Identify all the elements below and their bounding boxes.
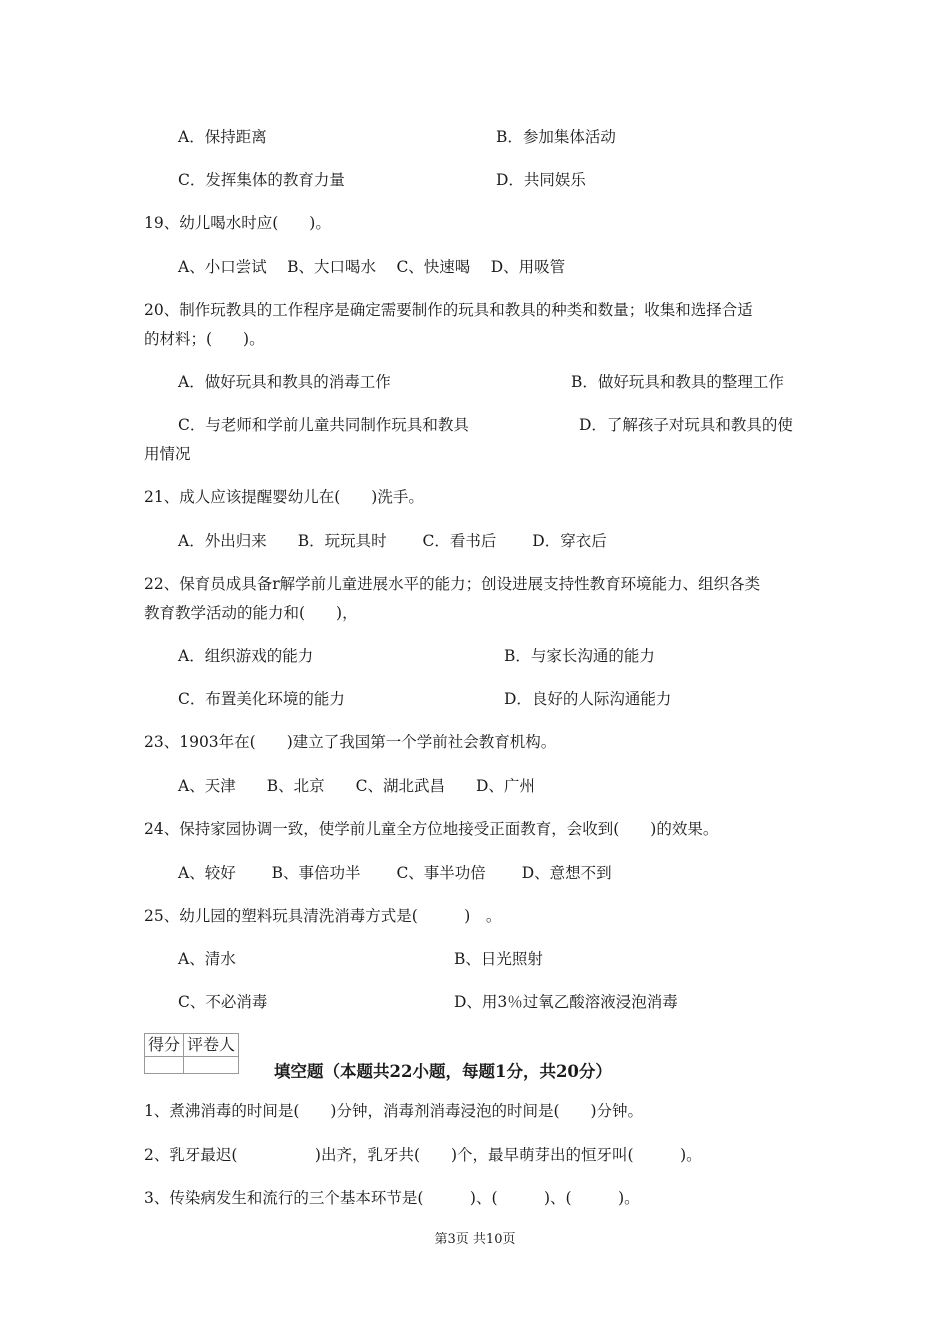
q18-option-c: C．发挥集体的教育力量: [178, 171, 345, 189]
q22-option-c: C．布置美化环境的能力: [178, 690, 345, 708]
fill-question-2: 2、乳牙最迟( )出齐，乳牙共( )个，最早萌芽出的恒牙叫( )。: [144, 1146, 702, 1164]
q18-option-b: B．参加集体活动: [496, 128, 616, 146]
q25-option-c: C、不必消毒: [178, 993, 268, 1011]
q24-options: A、较好 B、事倍功半 C、事半功倍 D、意想不到: [178, 864, 612, 882]
score-label: 得分: [145, 1034, 184, 1057]
question-20-line2: 的材料；( )。: [144, 330, 265, 348]
q20-option-d: D．了解孩子对玩具和教具的使: [579, 416, 793, 434]
section-title: 填空题（本题共22小题，每题1分，共20分）: [274, 1062, 612, 1081]
q22-option-a: A．组织游戏的能力: [178, 647, 314, 665]
page-footer: 第3页 共10页: [434, 1232, 516, 1247]
q25-option-a: A、清水: [178, 950, 236, 968]
q25-option-d: D、用3％过氧乙酸溶液浸泡消毒: [454, 993, 678, 1011]
q20-option-a: A．做好玩具和教具的消毒工作: [178, 373, 391, 391]
question-22-line1: 22、保育员成具备r解学前儿童进展水平的能力；创设进展支持性教育环境能力、组织各类: [144, 575, 761, 593]
question-19: 19、幼儿喝水时应( )。: [144, 214, 331, 232]
question-23: 23、1903年在( )建立了我国第一个学前社会教育机构。: [144, 733, 557, 751]
q20-option-b: B．做好玩具和教具的整理工作: [571, 373, 784, 391]
fill-question-1: 1、煮沸消毒的时间是( )分钟，消毒剂消毒浸泡的时间是( )分钟。: [144, 1102, 644, 1120]
q22-option-d: D．良好的人际沟通能力: [504, 690, 672, 708]
q18-option-d: D．共同娱乐: [496, 171, 586, 189]
q18-option-a: A．保持距离: [178, 128, 267, 146]
q19-options: A、小口尝试 B、大口喝水 C、快速喝 D、用吸管: [178, 258, 566, 276]
q20-option-d-cont: 用情况: [144, 445, 191, 463]
fill-question-3: 3、传染病发生和流行的三个基本环节是( )、( )、( )。: [144, 1189, 640, 1207]
score-cell: [145, 1057, 184, 1074]
question-22-line2: 教育教学活动的能力和( )，: [144, 604, 358, 622]
q22-option-b: B．与家长沟通的能力: [504, 647, 655, 665]
question-25: 25、幼儿园的塑料玩具清洗消毒方式是( ) 。: [144, 907, 502, 925]
question-21: 21、成人应该提醒婴幼儿在( )洗手。: [144, 488, 424, 506]
grader-cell: [184, 1057, 239, 1074]
question-20-line1: 20、制作玩教具的工作程序是确定需要制作的玩具和教具的种类和数量；收集和选择合适: [144, 301, 753, 319]
q25-option-b: B、日光照射: [454, 950, 543, 968]
score-box: [144, 1033, 239, 1074]
q21-options: A．外出归来 B．玩玩具时 C．看书后 D．穿衣后: [178, 532, 607, 550]
q20-option-c: C．与老师和学前儿童共同制作玩具和教具: [178, 416, 469, 434]
question-24: 24、保持家园协调一致，使学前儿童全方位地接受正面教育，会收到( )的效果。: [144, 820, 719, 838]
grader-label: 评卷人: [184, 1034, 239, 1057]
q23-options: A、天津 B、北京 C、湖北武昌 D、广州: [178, 777, 535, 795]
